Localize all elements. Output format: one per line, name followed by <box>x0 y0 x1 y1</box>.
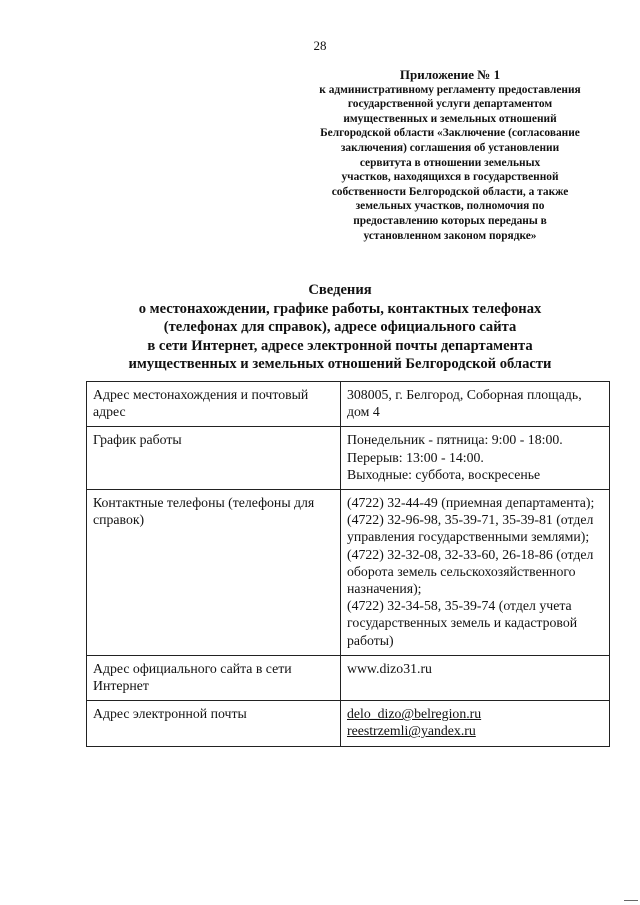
table-row <box>87 427 610 490</box>
row-label: Адрес местонахождения и почтовый адрес <box>87 382 341 427</box>
value-line: Перерыв: 13:00 - 14:00. <box>347 449 484 465</box>
value-line: Понедельник - пятница: 9:00 - 18:00. <box>347 432 563 448</box>
appendix-line: установленном законом порядке» <box>363 229 537 242</box>
table-row <box>87 382 610 427</box>
page-number: 28 <box>313 38 327 53</box>
row-label: Адрес электронной почты <box>87 701 341 746</box>
row-value <box>341 655 610 700</box>
email-link[interactable]: delo_dizo@belregion.ru <box>347 706 482 722</box>
appendix-line: сервитута в отношении земельных <box>359 156 541 169</box>
row-value <box>341 701 610 746</box>
value-line: (4722) 32-44-49 (приемная департамента); <box>347 495 595 511</box>
info-heading <box>60 281 620 374</box>
table-row <box>87 490 610 656</box>
heading-line: Сведения <box>308 282 372 298</box>
website-link[interactable]: www.dizo31.ru <box>347 660 432 676</box>
row-value <box>341 427 610 490</box>
heading-line: (телефонах для справок), адресе официального сайта <box>163 319 517 336</box>
row-label: Адрес официального сайта в сети Интернет <box>87 655 341 700</box>
appendix-line: предоставлению которых переданы в <box>353 214 547 227</box>
scan-edge-mark <box>624 900 638 901</box>
appendix-line: земельных участков, полномочия по <box>355 200 545 213</box>
appendix-line: государственной услуги департаментом <box>347 98 553 111</box>
table-row <box>87 701 610 746</box>
appendix-line: имущественных и земельных отношений <box>343 112 557 125</box>
appendix-title: Приложение № 1 <box>399 67 501 82</box>
row-value <box>341 382 610 427</box>
info-table <box>86 381 610 747</box>
appendix-line: заключения) соглашения об установлении <box>340 141 560 154</box>
value-line: 308005, г. Белгород, Соборная площадь, дом 4 <box>347 387 582 420</box>
appendix-line: собственности Белгородской области, а также <box>331 185 569 198</box>
row-value <box>341 490 610 656</box>
heading-line: имущественных и земельных отношений Белгородской области <box>128 356 552 373</box>
appendix-line: к административному регламенту предоставления <box>319 83 581 96</box>
value-line: (4722) 32-32-08, 32-33-60, 26-18-86 (отдел оборота земель сельскохозяйственного назначения); <box>347 546 594 597</box>
row-label: Контактные телефоны (телефоны для справок) <box>87 490 341 656</box>
heading-line: в сети Интернет, адресе электронной почты департамента <box>147 337 533 354</box>
row-label: График работы <box>87 427 341 490</box>
appendix-line: участков, находящихся в государственной <box>341 171 559 184</box>
value-line: Выходные: суббота, воскресенье <box>347 466 541 482</box>
value-line: (4722) 32-34-58, 35-39-74 (отдел учета государственных земель и кадастровой работы) <box>347 598 578 648</box>
appendix-block <box>300 68 600 243</box>
value-line: (4722) 32-96-98, 35-39-71, 35-39-81 (отдел управления государственными землями); <box>347 512 594 545</box>
email-link[interactable]: reestrzemli@yandex.ru <box>347 723 476 739</box>
appendix-line: Белгородской области «Заключение (согласование <box>320 127 580 140</box>
heading-line: о местонахождении, графике работы, контактных телефонах <box>138 300 542 317</box>
table-row <box>87 655 610 700</box>
